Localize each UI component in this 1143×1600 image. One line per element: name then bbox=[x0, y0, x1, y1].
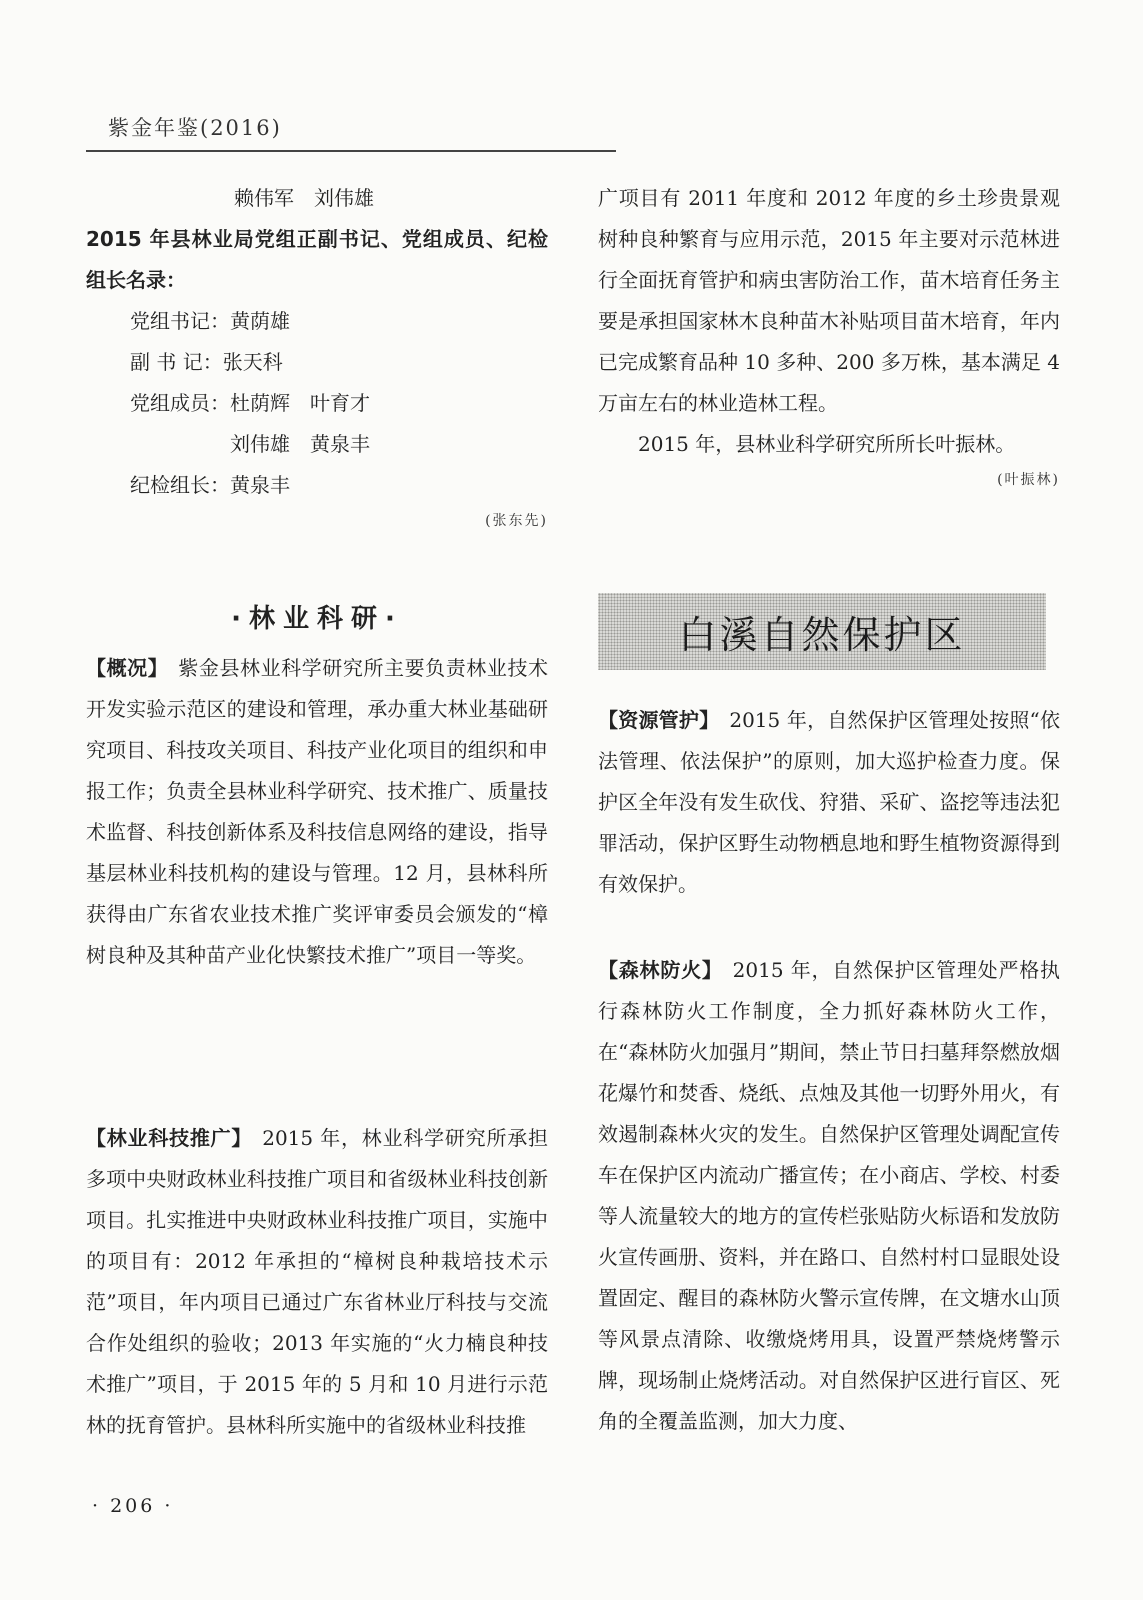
entry-text: 2015 年，自然保护区管理处严格执行森林防火工作制度，全力抓好森林防火工作，在“森林防火加强月”期间，禁止节日扫墓拜祭燃放烟花爆竹和焚香、烧纸、点烛及其他一切野外用火，有效遏制森林火灾的发生。自然保护区管理处调配宣传车在保护区内流动广播宣传；在小商店、学校、村委等人流量较大的地方的宣传栏张贴防火标语和发放防火宣传画册、资料，并在路口、自然村村口显眼处设置固定、醒目的森林防火警示宣传牌，在文塘水山顶等风景点清除、收缴烧烤用具，设置严禁烧烤警示牌，现场制止烧烤活动。对自然保护区进行盲区、死角的全覆盖监测，加大力度、 bbox=[598, 958, 1060, 1433]
section-heading: ·林业科研· bbox=[231, 604, 403, 634]
role-line: 纪检组长：黄泉丰 bbox=[130, 473, 290, 497]
header-rule bbox=[86, 150, 616, 152]
entry-text: 紫金县林业科学研究所主要负责林业技术开发实验示范区的建设和管理，承办重大林业基础研究项目、科技攻关项目、科技产业化项目的组织和申报工作；负责全县林业科学研究、技术推广、质量技术监督、科技创新体系及科技信息网络的建设，指导基层林业科技机构的建设与管理。12 月，县林科所获得由广东省农业技术推广奖评审委员会颁发的“樟树良种及其种苗产业化快繁技术推广”项目一等奖。 bbox=[86, 656, 549, 967]
member-list-continuation: 赖伟军 刘伟雄 bbox=[234, 186, 374, 210]
role-line: 刘伟雄 黄泉丰 bbox=[130, 432, 370, 456]
entry-text: 2015 年，自然保护区管理处按照“依法管理、依法保护”的原则，加大巡护检查力度。保护区全年没有发生砍伐、狩猎、采矿、盗挖等违法犯罪活动，保护区野生动物栖息地和野生植物资源得到有效保护。 bbox=[598, 708, 1061, 896]
right-top-column bbox=[598, 178, 1060, 495]
article-resource-protection bbox=[598, 700, 1060, 905]
running-header: 紫金年鉴(2016) bbox=[108, 116, 282, 140]
author-credit: (叶振林) bbox=[997, 472, 1060, 488]
entry-tag: 【资源管护】 bbox=[598, 708, 720, 732]
article-fire-prevention bbox=[598, 950, 1060, 1442]
role-line: 副 书 记：张天科 bbox=[130, 350, 283, 374]
section-banner bbox=[598, 593, 1046, 670]
roster-heading: 2015 年县林业局党组正副书记、党组成员、纪检组长名录： bbox=[86, 227, 548, 292]
role-line: 党组成员：杜荫辉 叶育才 bbox=[130, 391, 370, 415]
entry-tag: 【林业科技推广】 bbox=[86, 1126, 253, 1150]
role-line: 党组书记：黄荫雄 bbox=[130, 309, 290, 333]
paragraph: 广项目有 2011 年度和 2012 年度的乡土珍贵景观树种良种繁育与应用示范，2015 年主要对示范林进行全面抚育管护和病虫害防治工作，苗木培育任务主要是承担国家林木良种苗木补贴项目苗木培育，年内已完成繁育品种 10 多种、200 多万株，基本满足 4 万亩左右的林业造林工程。 bbox=[598, 186, 1060, 415]
banner-title: 白溪自然保护区 bbox=[678, 613, 966, 657]
article-tech-promotion bbox=[86, 1118, 548, 1446]
page-number: · 206 · bbox=[92, 1495, 174, 1517]
paragraph: 2015 年，县林业科学研究所所长叶振林。 bbox=[638, 432, 1016, 456]
entry-text: 2015 年，林业科学研究所承担多项中央财政林业科技推广项目和省级林业科技创新项目。扎实推进中央财政林业科技推广项目，实施中的项目有：2012 年承担的“樟树良种栽培技术示范”项目，年内项目已通过广东省林业厅科技与交流合作处组织的验收；2013 年实施的“火力楠良种技术推广”项目，于 2015 年的 5 月和 10 月进行示范林的抚育管护。县林科所实施中的省级林业科技推 bbox=[86, 1126, 549, 1437]
entry-tag: 【概况】 bbox=[86, 656, 169, 680]
author-credit: (张东先) bbox=[485, 513, 548, 529]
article-overview bbox=[86, 648, 548, 976]
entry-tag: 【森林防火】 bbox=[598, 958, 723, 982]
left-top-column bbox=[86, 178, 548, 536]
